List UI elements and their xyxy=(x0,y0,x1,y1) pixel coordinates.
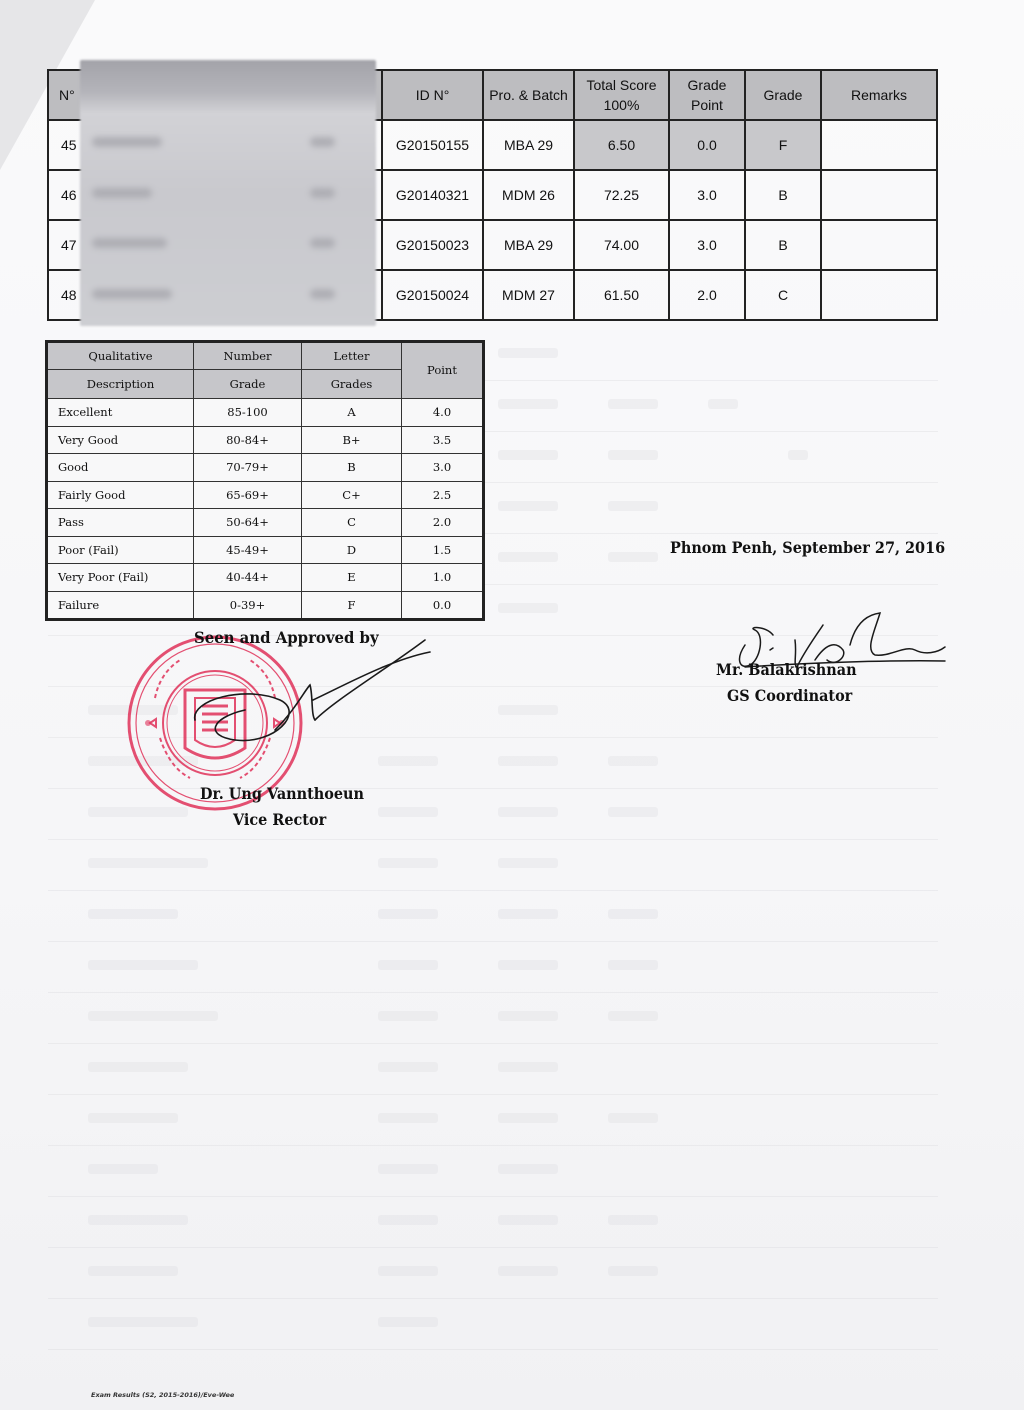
vice-rector-name: Dr. Ung Vannthoeun xyxy=(200,784,365,803)
scale-letter: E xyxy=(302,564,402,592)
grade-point: 2.0 xyxy=(669,270,745,320)
scale-description: Good xyxy=(47,454,194,482)
remarks xyxy=(821,120,937,170)
scale-description: Fairly Good xyxy=(47,481,194,509)
row-number: 46 xyxy=(48,170,338,220)
scale-row xyxy=(47,454,484,482)
scale-description: Failure xyxy=(47,591,194,620)
header-remarks: Remarks xyxy=(821,70,937,120)
header-grade-point: Grade Point xyxy=(669,70,745,120)
program-batch: MDM 27 xyxy=(483,270,574,320)
scale-number: 80-84+ xyxy=(194,426,302,454)
header-id: ID N° xyxy=(382,70,483,120)
header-point: Point xyxy=(402,342,484,399)
scale-number: 40-44+ xyxy=(194,564,302,592)
scale-letter: C xyxy=(302,509,402,537)
scale-row xyxy=(47,509,484,537)
scale-description: Excellent xyxy=(47,399,194,427)
grade-point: 3.0 xyxy=(669,220,745,270)
redacted-names-blur xyxy=(80,60,376,326)
grade-point: 0.0 xyxy=(669,120,745,170)
row-number: 45 xyxy=(48,120,338,170)
program-batch: MBA 29 xyxy=(483,220,574,270)
scale-number: 85-100 xyxy=(194,399,302,427)
scale-description: Very Good xyxy=(47,426,194,454)
scale-point: 4.0 xyxy=(402,399,484,427)
scale-number: 50-64+ xyxy=(194,509,302,537)
scale-row xyxy=(47,399,484,427)
header-no: N° xyxy=(48,70,338,120)
scale-point: 1.5 xyxy=(402,536,484,564)
scale-point: 3.0 xyxy=(402,454,484,482)
header-batch: Pro. & Batch xyxy=(483,70,574,120)
program-batch: MDM 26 xyxy=(483,170,574,220)
scale-point: 3.5 xyxy=(402,426,484,454)
header-number: Number xyxy=(194,342,302,370)
letter-grade: F xyxy=(745,120,821,170)
scale-description: Very Poor (Fail) xyxy=(47,564,194,592)
scale-point: 2.5 xyxy=(402,481,484,509)
total-score: 6.50 xyxy=(574,120,669,170)
student-id: G20150023 xyxy=(382,220,483,270)
scale-row xyxy=(47,536,484,564)
place-and-date: Phnom Penh, September 27, 2016 xyxy=(670,538,946,557)
scale-row xyxy=(47,564,484,592)
coordinator-name: Mr. Balakrishnan xyxy=(716,660,857,679)
header-total-score: Total Score 100% xyxy=(574,70,669,120)
total-score: 61.50 xyxy=(574,270,669,320)
scale-description: Pass xyxy=(47,509,194,537)
header-grades: Grades xyxy=(302,370,402,399)
scale-point: 1.0 xyxy=(402,564,484,592)
vice-rector-title: Vice Rector xyxy=(233,810,327,829)
scale-point: 0.0 xyxy=(402,591,484,620)
row-number: 48 xyxy=(48,270,338,320)
remarks xyxy=(821,270,937,320)
scale-row xyxy=(47,426,484,454)
vice-rector-signature xyxy=(185,630,435,760)
grading-scale-table xyxy=(45,340,485,621)
scale-description: Poor (Fail) xyxy=(47,536,194,564)
program-batch: MBA 29 xyxy=(483,120,574,170)
scale-letter: C+ xyxy=(302,481,402,509)
header-qualitative: Qualitative xyxy=(47,342,194,370)
scale-row xyxy=(47,481,484,509)
scale-letter: B+ xyxy=(302,426,402,454)
header-description: Description xyxy=(47,370,194,399)
scale-number: 70-79+ xyxy=(194,454,302,482)
total-score: 72.25 xyxy=(574,170,669,220)
letter-grade: C xyxy=(745,270,821,320)
scale-row xyxy=(47,591,484,620)
scale-point: 2.0 xyxy=(402,509,484,537)
header-letter: Letter xyxy=(302,342,402,370)
letter-grade: B xyxy=(745,220,821,270)
header-grade: Grade xyxy=(745,70,821,120)
scale-letter: F xyxy=(302,591,402,620)
student-id: G20140321 xyxy=(382,170,483,220)
remarks xyxy=(821,220,937,270)
student-id: G20150155 xyxy=(382,120,483,170)
scale-number: 45-49+ xyxy=(194,536,302,564)
grade-point: 3.0 xyxy=(669,170,745,220)
remarks xyxy=(821,170,937,220)
student-id: G20150024 xyxy=(382,270,483,320)
scale-letter: D xyxy=(302,536,402,564)
total-score: 74.00 xyxy=(574,220,669,270)
scale-letter: A xyxy=(302,399,402,427)
letter-grade: B xyxy=(745,170,821,220)
scale-letter: B xyxy=(302,454,402,482)
scale-number: 0-39+ xyxy=(194,591,302,620)
scale-number: 65-69+ xyxy=(194,481,302,509)
header-grade: Grade xyxy=(194,370,302,399)
coordinator-title: GS Coordinator xyxy=(727,686,853,705)
row-number: 47 xyxy=(48,220,338,270)
seen-approved-label: Seen and Approved by xyxy=(194,628,379,647)
footer-file-reference: Exam Results (S2, 2015-2016)/Eve-Wee xyxy=(91,1391,235,1399)
